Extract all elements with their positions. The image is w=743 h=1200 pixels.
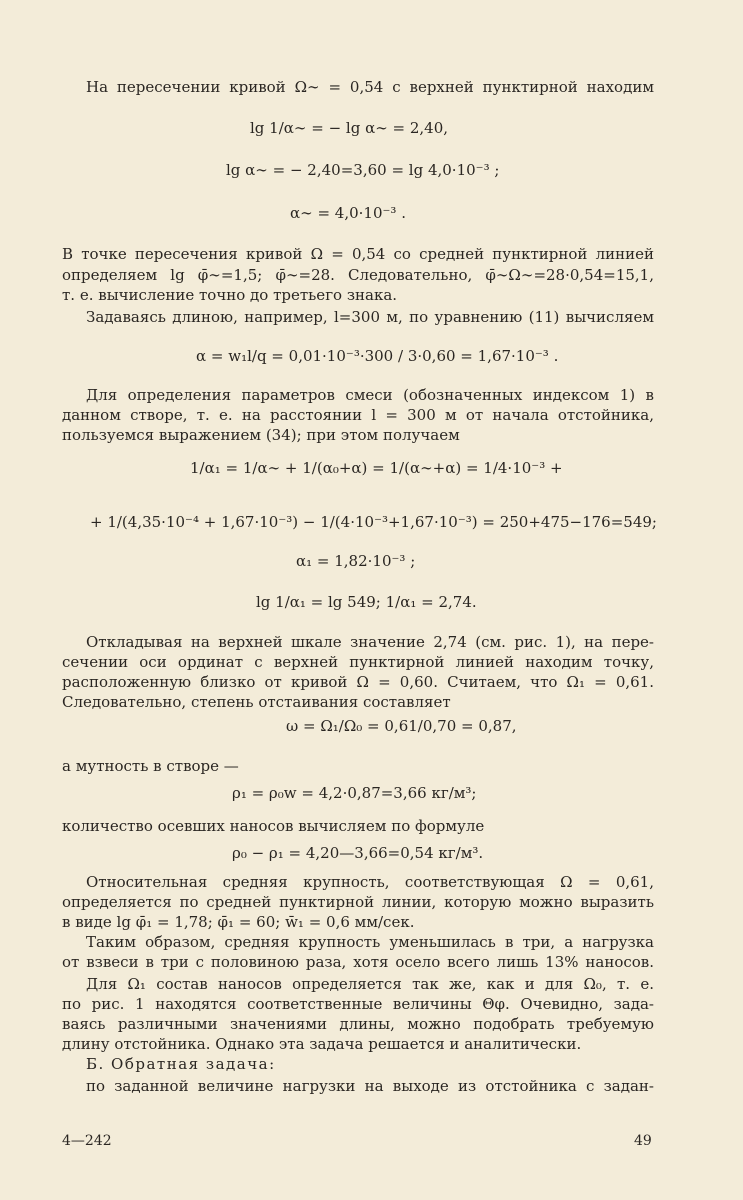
formula-line: ρ₀ − ρ₁ = 4,20—3,66=0,54 кг/м³.: [232, 844, 484, 862]
formula-line: α₁ = 1,82·10⁻³ ;: [296, 552, 416, 570]
text-line: количество осевших наносов вычисляем по формуле: [62, 817, 485, 835]
text-line: а мутность в створе —: [62, 757, 239, 775]
page-number: 49: [634, 1133, 652, 1149]
text-line: На пересечении кривой Ω∼ = 0,54 с верхней пунктирной находим: [86, 78, 654, 96]
formula-line: lg 1/α₁ = lg 549; 1/α₁ = 2,74.: [256, 593, 477, 611]
text-line: длину отстойника. Однако эта задача решается и аналитически.: [62, 1035, 582, 1053]
formula-line: α = w₁l/q = 0,01·10⁻³·300 / 3·0,60 = 1,67·10⁻³ .: [196, 347, 559, 365]
formula-line: ω = Ω₁/Ω₀ = 0,61/0,70 = 0,87,: [286, 717, 517, 735]
text-line: В точке пересечения кривой Ω = 0,54 со средней пунктирной линией: [62, 245, 654, 263]
text-line: Для определения параметров смеси (обозначенных индексом 1) в: [86, 386, 654, 404]
text-line: Следовательно, степень отстаивания составляет: [62, 693, 451, 711]
text-line: сечении оси ординат с верхней пунктирной линией находим точку,: [62, 653, 654, 671]
text-line: Откладывая на верхней шкале значение 2,74 (см. рис. 1), на пере-: [86, 633, 654, 651]
text-line: расположенную близко от кривой Ω = 0,60. Считаем, что Ω₁ = 0,61.: [62, 673, 654, 691]
text-line: определяем lg φ̄∼=1,5; φ̄∼=28. Следовательно, φ̄∼Ω∼=28·0,54=15,1,: [62, 266, 654, 284]
formula-line: ρ₁ = ρ₀w = 4,2·0,87=3,66 кг/м³;: [232, 784, 477, 802]
text-line: пользуемся выражением (34); при этом получаем: [62, 426, 460, 444]
formula-line: lg α∼ = − 2,40=3,60 = lg 4,0·10⁻³ ;: [226, 161, 500, 179]
text-line: Таким образом, средняя крупность уменьшилась в три, а нагрузка: [86, 933, 654, 951]
formula-line: α∼ = 4,0·10⁻³ .: [290, 204, 406, 222]
text-line: определяется по средней пунктирной линии, которую можно выразить: [62, 893, 654, 911]
formula-line: 1/α₁ = 1/α∼ + 1/(α₀+α) = 1/(α∼+α) = 1/4·10⁻³ +: [190, 459, 563, 477]
text-line: от взвеси в три с половиною раза, хотя осело всего лишь 13% наносов.: [62, 953, 654, 971]
text-line: Задаваясь длиною, например, l=300 м, по уравнению (11) вычисляем: [86, 308, 654, 326]
text-line: данном створе, т. е. на расстоянии l = 300 м от начала отстойника,: [62, 406, 654, 424]
text-line: Относительная средняя крупность, соответствующая Ω = 0,61,: [86, 873, 654, 891]
text-line: т. е. вычисление точно до третьего знака.: [62, 286, 398, 304]
text-line: Для Ω₁ состав наносов определяется так же, как и для Ω₀, т. е.: [86, 975, 654, 993]
text-line: по заданной величине нагрузки на выходе из отстойника с задан-: [86, 1077, 654, 1095]
formula-line: lg 1/α∼ = − lg α∼ = 2,40,: [250, 119, 449, 137]
formula-line: + 1/(4,35·10⁻⁴ + 1,67·10⁻³) − 1/(4·10⁻³+1,67·10⁻³) = 250+475−176=549;: [90, 513, 657, 531]
text-line: ваясь различными значениями длины, можно подобрать требуемую: [62, 1015, 654, 1033]
text-line: в виде lg φ̄₁ = 1,78; φ̄₁ = 60; w̄₁ = 0,6 мм/сек.: [62, 913, 415, 931]
signature-mark: 4—242: [62, 1133, 112, 1149]
subsection-heading: Б. Обратная задача:: [86, 1055, 276, 1073]
text-line: по рис. 1 находятся соответственные величины Θφ. Очевидно, зада-: [62, 995, 654, 1013]
